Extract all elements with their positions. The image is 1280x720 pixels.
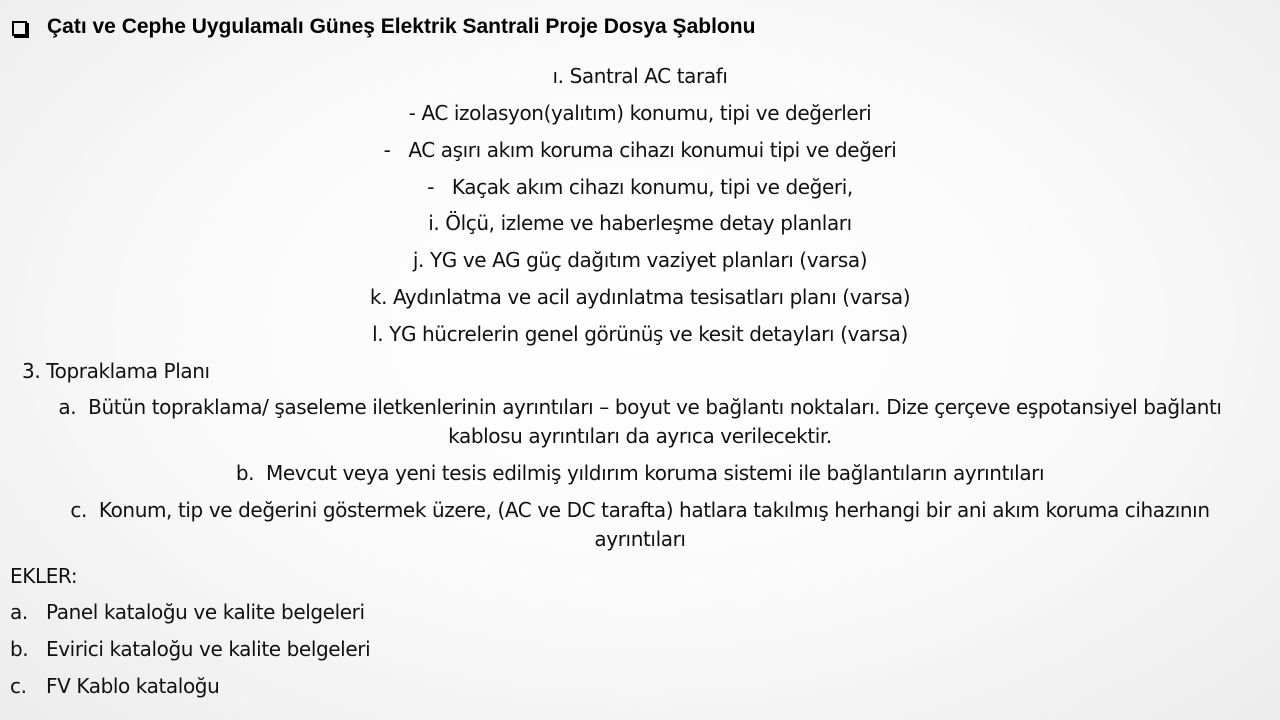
grounding-item-a: [40, 393, 1240, 451]
list-marker: -: [383, 138, 391, 162]
checkbox-bullet-icon: [12, 21, 27, 36]
list-item-text: Evirici kataloğu ve kalite belgeleri: [46, 637, 371, 661]
slide-title-text: Çatı ve Cephe Uygulamalı Güneş Elektrik Santrali Proje Dosya Şablonu: [47, 15, 756, 38]
lighting-plans-item: k. Aydınlatma ve acil aydınlatma tesisatları planı (varsa): [369, 285, 911, 309]
list-marker: a.: [10, 600, 28, 624]
list-marker: b.: [10, 637, 29, 661]
residual-current-item: [0, 173, 1280, 202]
slide-title: [12, 12, 755, 42]
list-item-text: Panel kataloğu ve kalite belgeleri: [46, 600, 365, 624]
list-item-text: Bütün topraklama/ şaseleme iletkenlerinin ayrıntıları – boyut ve bağlantı noktaları. Dize çerçeve eşpotansiyel bağlantı kablosu ayrıntıları da ayrıca verilecektir.: [88, 395, 1222, 448]
list-item-text: Mevcut veya yeni tesis edilmiş yıldırım koruma sistemi ile bağlantıların ayrıntıları: [266, 461, 1045, 485]
list-marker: c.: [70, 498, 87, 522]
list-marker: -: [427, 175, 435, 199]
list-item-text: FV Kablo kataloğu: [46, 674, 220, 698]
ac-insulation-item: - AC izolasyon(yalıtım) konumu, tipi ve değerleri: [408, 101, 872, 125]
ekler-item-a: [10, 598, 365, 627]
ekler-heading: EKLER:: [10, 564, 78, 588]
grounding-plan-heading: 3. Topraklama Planı: [22, 359, 210, 383]
ac-side-heading: ı. Santral AC tarafı: [552, 64, 728, 88]
distribution-plans-item: j. YG ve AG güç dağıtım vaziyet planları (varsa): [412, 248, 868, 272]
grounding-item-c: [40, 496, 1240, 554]
list-marker: c.: [10, 674, 27, 698]
list-item-text: Konum, tip ve değerini göstermek üzere, (AC ve DC tarafta) hatlara takılmış herhangi bir ani akım koruma cihazının ayrıntıları: [98, 498, 1210, 551]
ekler-item-b: [10, 635, 370, 664]
measurement-plans-item: i. Ölçü, izleme ve haberleşme detay planları: [428, 211, 852, 235]
mv-cells-item: l. YG hücrelerin genel görünüş ve kesit detayları (varsa): [372, 322, 908, 346]
grounding-item-b: [0, 459, 1280, 488]
list-item-text: Kaçak akım cihazı konumu, tipi ve değeri,: [451, 175, 853, 199]
ac-overcurrent-item: [0, 136, 1280, 165]
list-marker: b.: [235, 461, 255, 485]
list-item-text: AC aşırı akım koruma cihazı konumui tipi ve değeri: [408, 138, 897, 162]
ekler-item-c: [10, 672, 219, 701]
list-marker: a.: [58, 395, 77, 419]
